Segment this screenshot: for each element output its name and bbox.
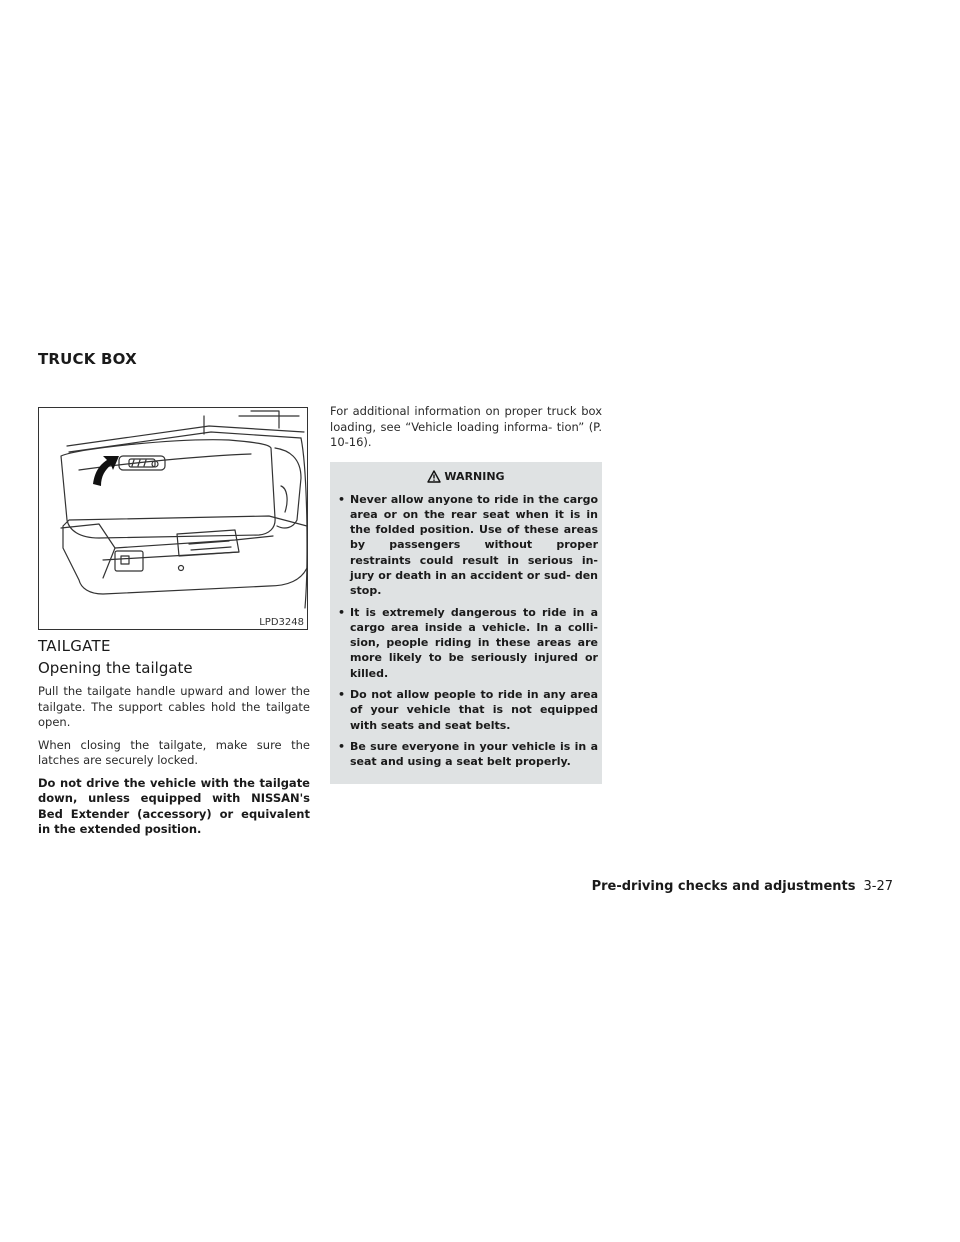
bullet: • [338,605,346,619]
left-column [38,636,310,845]
warning-item: • Be sure everyone in your vehicle is in a seat and using a seat belt properly. [338,739,598,769]
warning-item: • Never allow anyone to ride in the cargo area or on the rear seat when it is in the folded position. Use of these areas by passengers without proper restraints could result in serious in- jury or death in an accident or sud- den stop. [338,492,598,598]
chapter-title: Pre-driving checks and adjustments [591,879,856,894]
paragraph: Pull the tailgate handle upward and lower the tailgate. The support cables hold the tailgate open. [38,684,310,729]
opening-tailgate-subheading: Opening the tailgate [38,659,193,677]
figure-code: LPD3248 [259,617,304,628]
warning-item: • It is extremely dangerous to ride in a cargo area inside a vehicle. In a colli- sion, people riding in these areas are more likely to be seriously injured or killed. [338,605,598,680]
warning-title: WARNING [444,470,505,483]
loading-info-paragraph: For additional information on proper truck box loading, see “Vehicle loading informa- tion” (P. 10-16). [330,404,602,449]
bold-caution-paragraph: Do not drive the vehicle with the tailgate down, unless equipped with NISSAN's Bed Extender (accessory) or equivalent in the extended position. [38,775,310,836]
bullet: • [338,688,346,702]
tailgate-heading: TAILGATE [38,637,111,655]
bullet: • [338,492,346,506]
bullet: • [338,739,346,753]
right-column [330,404,602,784]
truck-rear-drawing [39,408,308,630]
paragraph: When closing the tailgate, make sure the latches are securely locked. [38,737,310,767]
warning-triangle-icon [427,470,441,483]
page-footer [592,879,893,894]
tailgate-illustration [38,407,308,630]
section-title: TRUCK BOX [38,350,137,368]
warning-box [330,462,602,784]
warning-item: • Do not allow people to ride in any area of your vehicle that is not equipped with seats and seat belts. [338,688,598,732]
warning-list [334,492,598,770]
warning-header [334,468,598,486]
page-number: 3-27 [863,879,893,894]
arrow-up-icon [93,456,119,486]
